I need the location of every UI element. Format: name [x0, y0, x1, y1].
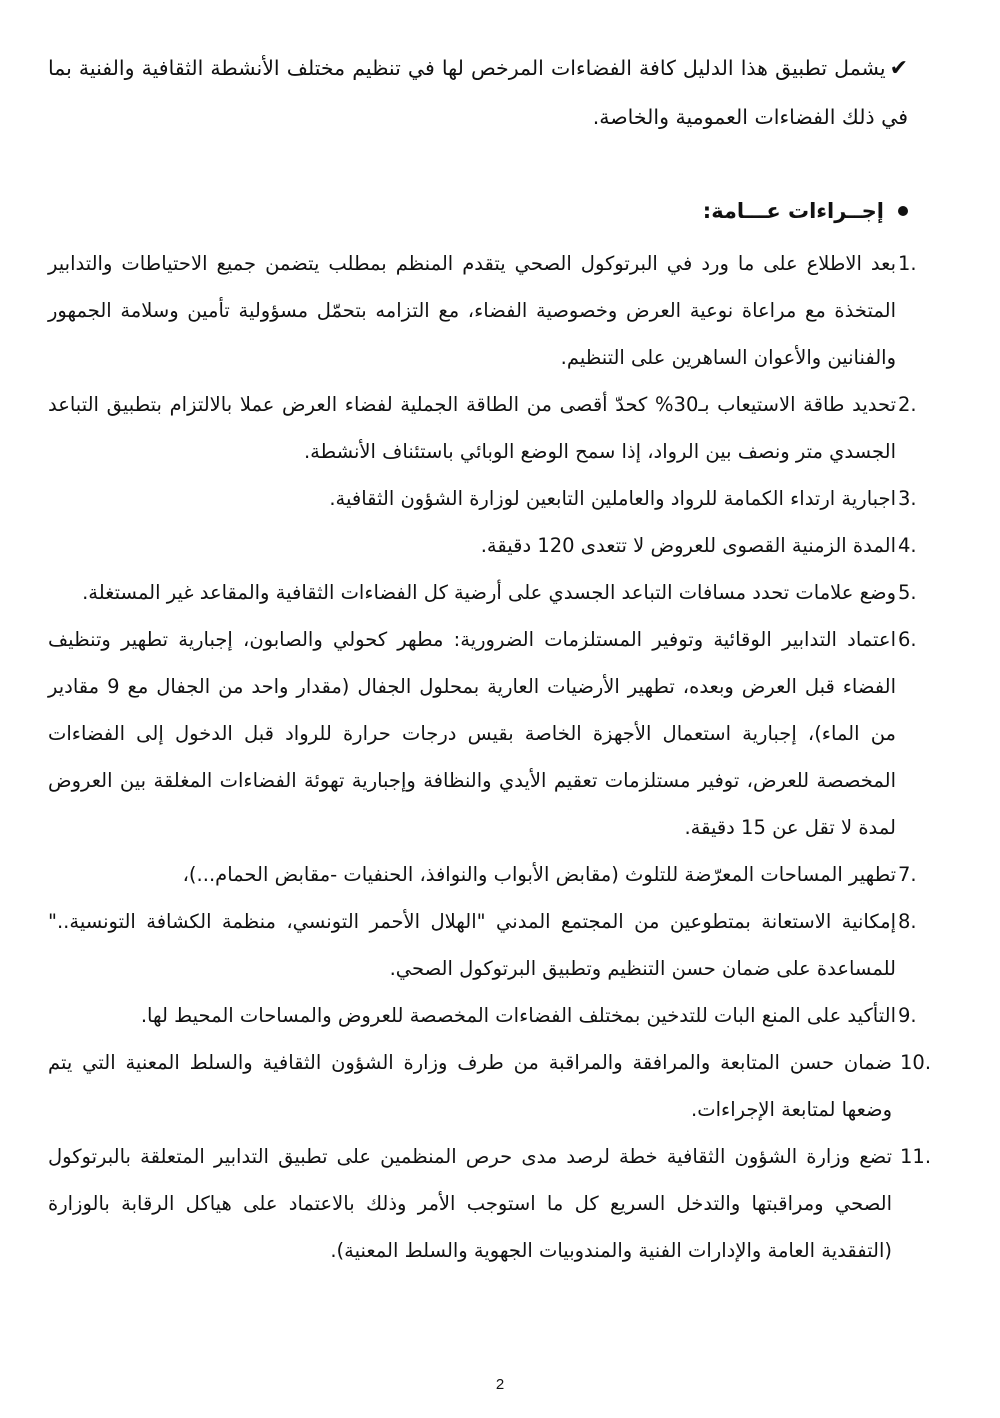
item-number: 7. [898, 863, 917, 886]
item-text: اعتماد التدابير الوقائية وتوفير المستلزمات الضرورية: مطهر كحولي والصابون، إجبارية تطهير وتنظيف الفضاء قبل العرض وبعده، تطهير الأرضيات العارية بمحلول الجفال (مقدار واحد من الجفال مع 9 مقادير من الماء)، إجبارية استعمال الأجهزة الخاصة بقيس درجات حرارة للرواد قبل الدخول إلى الفضاءات المخصصة للعرض، توفير مستلزمات تعقيم الأيدي والنظافة وإجبارية تهوئة الفضاءات المغلقة بين العروض لمدة لا تقل عن 15 دقيقة. [48, 628, 896, 839]
bullet-icon [898, 206, 908, 216]
list-item [48, 1039, 932, 1133]
procedures-list [48, 240, 932, 1274]
item-number: 5. [898, 581, 917, 604]
item-text: تضع وزارة الشؤون الثقافية خطة لرصد مدى حرص المنظمين على تطبيق التدابير المتعلقة بالبرتوكول الصحي ومراقبتها والتدخل السريع كل ما استوجب الأمر وذلك بالاعتماد على هياكل الرقابة بالوزارة (التفقدية العامة والإدارات الفنية والمندوبيات الجهوية والسلط المعنية). [48, 1145, 892, 1262]
item-text: ضمان حسن المتابعة والمرافقة والمراقبة من طرف وزارة الشؤون الثقافية والسلط المعنية التي يتم وضعها لمتابعة الإجراءات. [48, 1051, 892, 1121]
item-text: بعد الاطلاع على ما ورد في البرتوكول الصحي يتقدم المنظم بمطلب يتضمن جميع الاحتياطات والتدابير المتخذة مع مراعاة نوعية العرض وخصوصية الفضاء، مع التزامه بتحمّل مسؤولية تأمين وسلامة الجمهور والفنانين والأعوان الساهرين على التنظيم. [48, 252, 896, 369]
intro-paragraph [48, 44, 908, 141]
list-item [48, 240, 926, 381]
list-item [48, 569, 926, 616]
item-text: المدة الزمنية القصوى للعروض لا تتعدى 120 دقيقة. [480, 534, 896, 557]
list-item [48, 522, 926, 569]
item-number: 8. [898, 910, 917, 933]
page-number: 2 [495, 1376, 505, 1393]
list-item [48, 1133, 932, 1274]
item-text: اجبارية ارتداء الكمامة للرواد والعاملين التابعين لوزارة الشؤون الثقافية. [329, 487, 896, 510]
item-text: التأكيد على المنع البات للتدخين بمختلف الفضاءات المخصصة للعروض والمساحات المحيط لها. [140, 1004, 896, 1027]
intro-text: يشمل تطبيق هذا الدليل كافة الفضاءات المرخص لها في تنظيم مختلف الأنشطة الثقافية والفنية بما في ذلك الفضاءات العمومية والخاصة. [48, 56, 908, 129]
item-text: تطهير المساحات المعرّضة للتلوث (مقابض الأبواب والنوافذ، الحنفيات -مقابض الحمام...)، [182, 863, 896, 886]
item-number: 4. [898, 534, 917, 557]
list-item [48, 616, 926, 851]
list-item [48, 381, 926, 475]
list-item [48, 992, 926, 1039]
item-number: 1. [898, 252, 917, 275]
item-number: 9. [898, 1004, 917, 1027]
item-number: 6. [898, 628, 917, 651]
item-number: 2. [898, 393, 917, 416]
item-number: 11. [900, 1145, 932, 1168]
list-item [48, 898, 926, 992]
item-text: تحديد طاقة الاستيعاب بـ30% كحدّ أقصى من الطاقة الجملية لفضاء العرض عملا بالالتزام بتطبيق التباعد الجسدي متر ونصف بين الرواد، إذا سمح الوضع الوبائي باستئناف الأنشطة. [48, 393, 896, 463]
list-item [48, 851, 926, 898]
checkmark-icon: ✔ [889, 56, 908, 81]
item-number: 10. [900, 1051, 932, 1074]
list-item [48, 475, 926, 522]
section-heading-text: إجــراءات عـــامة: [702, 199, 884, 223]
item-text: إمكانية الاستعانة بمتطوعين من المجتمع المدني "الهلال الأحمر التونسي، منظمة الكشافة التونسية.." للمساعدة على ضمان حسن التنظيم وتطبيق البرتوكول الصحي. [48, 910, 896, 980]
item-number: 3. [898, 487, 917, 510]
item-text: وضع علامات تحدد مسافات التباعد الجسدي على أرضية كل الفضاءات الثقافية والمقاعد غير المستغلة. [82, 581, 896, 604]
section-heading [703, 196, 908, 226]
